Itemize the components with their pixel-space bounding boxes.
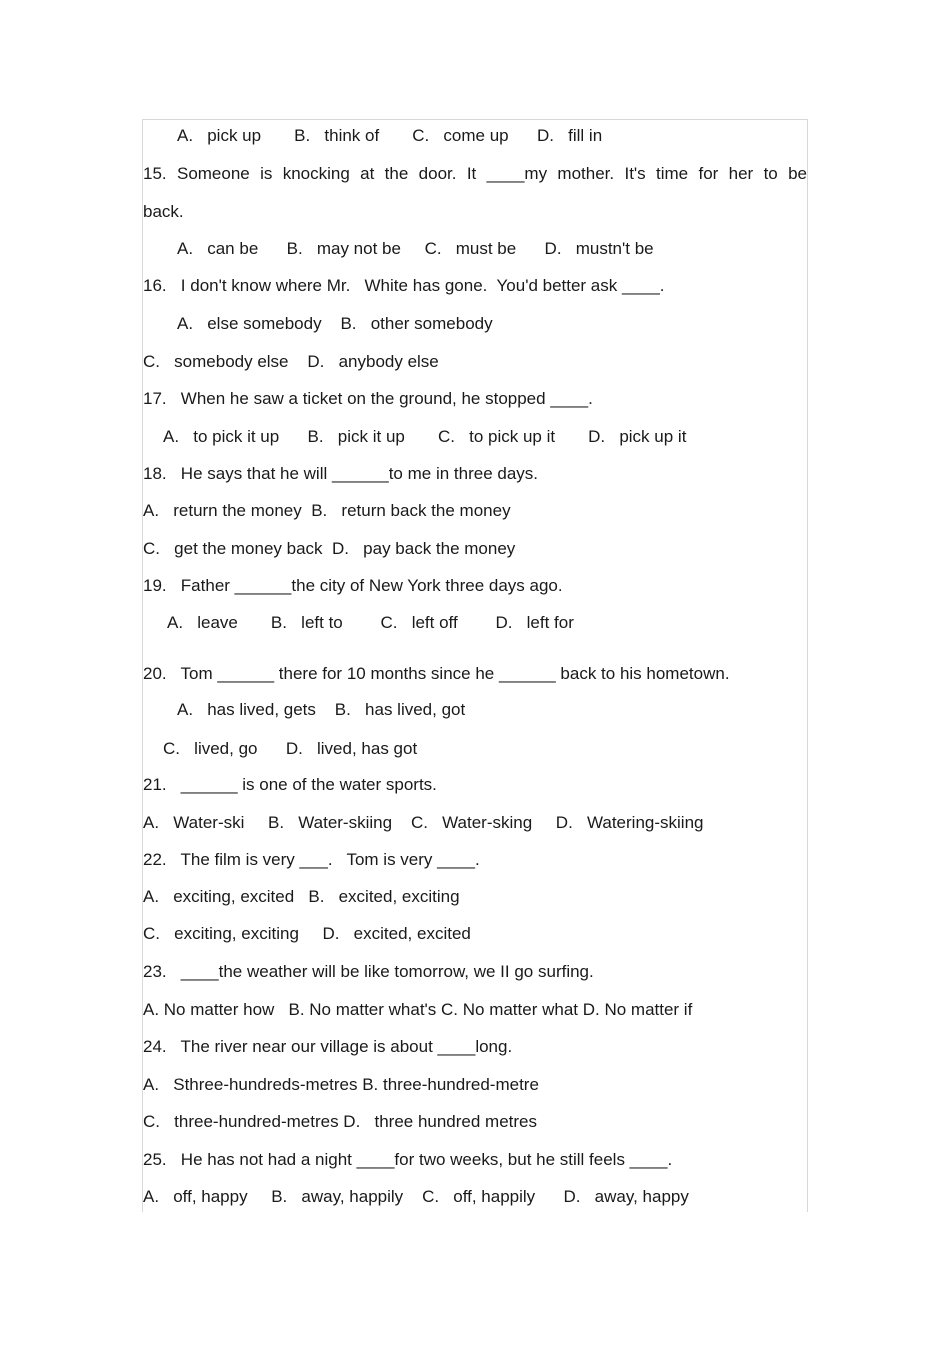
q24-options-cd: C. three-hundred-metres D. three hundred metres: [143, 1112, 538, 1131]
q18-options-cd: C. get the money back D. pay back the money: [143, 539, 516, 558]
q22-options-ab: A. exciting, excited B. excited, exciting: [143, 887, 460, 906]
q19-options: A. leave B. left to C. left off D. left for: [167, 613, 574, 632]
q18-question: 18. He says that he will ______to me in three days.: [143, 464, 539, 483]
q25-options: A. off, happy B. away, happily C. off, happily D. away, happy: [143, 1187, 689, 1206]
q15-question-line2: back.: [143, 202, 184, 221]
q17-options: A. to pick it up B. pick it up C. to pick up it D. pick up it: [163, 427, 687, 446]
q25-question: 25. He has not had a night ____for two weeks, but he still feels ____.: [143, 1150, 673, 1169]
q22-options-cd: C. exciting, exciting D. excited, excited: [143, 924, 471, 943]
q19-question: 19. Father ______the city of New York three days ago.: [143, 576, 563, 595]
q20-options-ab: A. has lived, gets B. has lived, got: [177, 700, 466, 719]
q15-options: A. can be B. may not be C. must be D. mustn't be: [177, 239, 654, 258]
q22-question: 22. The film is very ___. Tom is very ____.: [143, 850, 480, 869]
q24-question: 24. The river near our village is about ____long.: [143, 1037, 513, 1056]
q20-question: 20. Tom ______ there for 10 months since he ______ back to his hometown.: [143, 664, 730, 683]
q23-question: 23. ____the weather will be like tomorrow, we II go surfing.: [143, 962, 594, 981]
q15-question-line1: 15. Someone is knocking at the door. It ____my mother. It's time for her to be: [143, 164, 807, 183]
q18-options-ab: A. return the money B. return back the money: [143, 501, 511, 520]
q21-question: 21. ______ is one of the water sports.: [143, 775, 437, 794]
q20-options-cd: C. lived, go D. lived, has got: [163, 739, 418, 758]
q16-options-cd: C. somebody else D. anybody else: [143, 352, 439, 371]
q24-options-ab: A. Sthree-hundreds-metres B. three-hundred-metre: [143, 1075, 539, 1094]
q23-options: A. No matter how B. No matter what's C. No matter what D. No matter if: [143, 1000, 693, 1019]
q16-options-ab: A. else somebody B. other somebody: [177, 314, 493, 333]
q21-options: A. Water-ski B. Water-skiing C. Water-sking D. Watering-skiing: [143, 813, 704, 832]
q16-question: 16. I don't know where Mr. White has gone. You'd better ask ____.: [143, 276, 665, 295]
q14-options: A. pick up B. think of C. come up D. fill in: [177, 126, 603, 145]
q17-question: 17. When he saw a ticket on the ground, he stopped ____.: [143, 389, 593, 408]
